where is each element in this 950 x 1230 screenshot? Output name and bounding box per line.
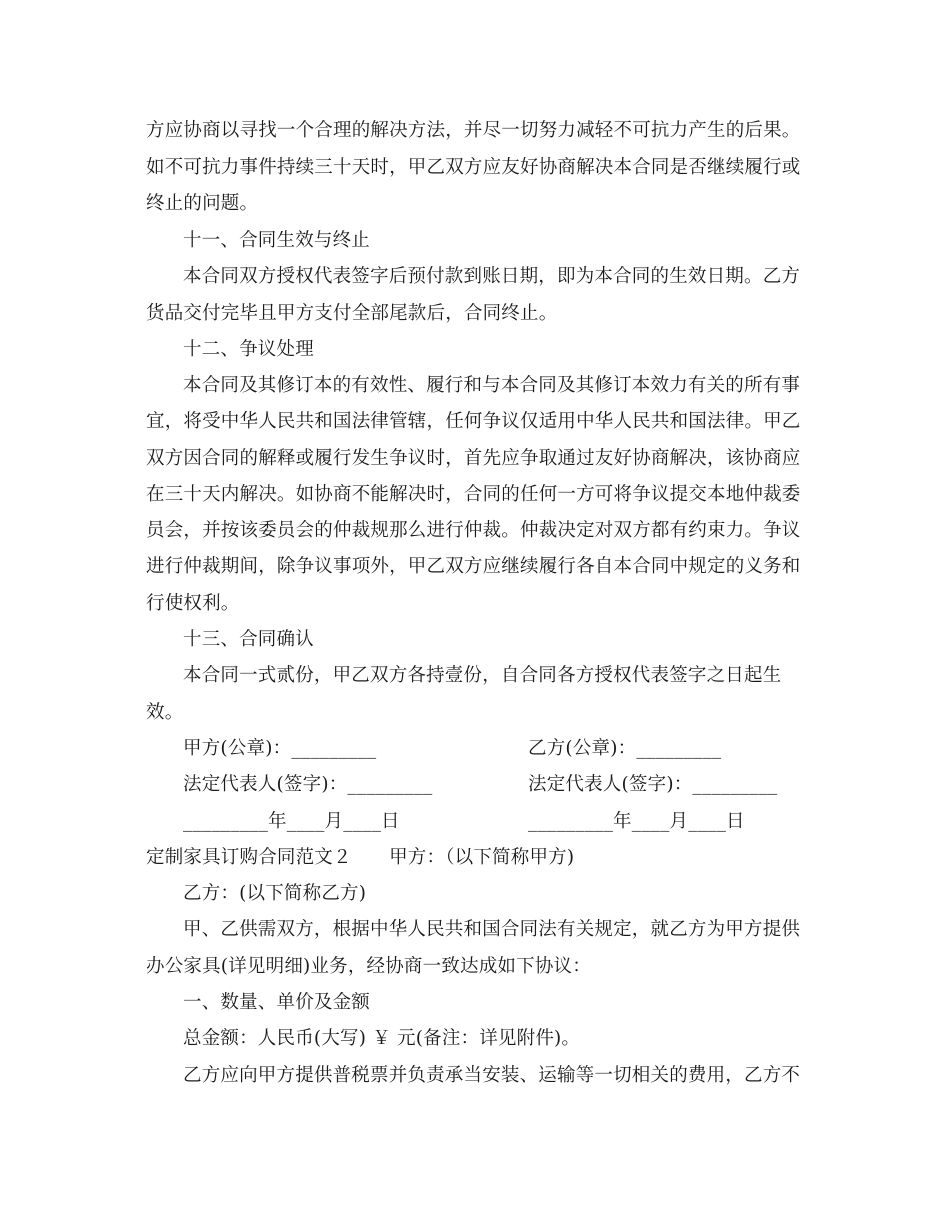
body-text-line: 效。 [146,702,184,723]
party-a-date-field: _________年____月____日 [183,811,400,832]
body-text-line: 双方因合同的解释或履行发生争议时，首先应争取通过友好协商解决，该协商应 [146,448,801,469]
body-text-line: 进行仲裁期间，除争议事项外，甲乙双方应继续履行各自本合同中规定的义务和 [146,556,801,577]
body-text-line: 货品交付完毕且甲方支付全部尾款后，合同终止。 [146,303,558,324]
body-text-line: 甲、乙供需双方，根据中华人民共和国合同法有关规定，就乙方为甲方提供 [183,919,801,940]
party-b-rep-field: 法定代表人(签字)：_________ [528,774,778,795]
body-text-line: 本合同一式贰份，甲乙双方各持壹份，自合同各方授权代表签字之日起生 [183,665,782,686]
body-text-line: 乙方应向甲方提供普税票并负责承当安装、运输等一切相关的费用，乙方不 [183,1065,801,1086]
party-b-seal-field: 乙方(公章)：_________ [528,738,722,759]
party-a-rep-field: 法定代表人(签字)：_________ [183,774,433,795]
body-text-line: 乙方：(以下简称乙方) [183,883,367,904]
body-text-line: 宜，将受中华人民共和国法律管辖，任何争议仅适用中华人民共和国法律。甲乙 [146,411,801,432]
body-text-line: 总金额：人民币(大写) ￥ 元(备注：详见附件)。 [183,1028,581,1049]
party-a-seal-field: 甲方(公章)：_________ [183,738,377,759]
contract-2-title: 定制家具订购合同范文２ 甲方：（以下简称甲方) [146,847,575,868]
section-heading-11: 十一、合同生效与终止 [183,230,371,251]
body-text-line: 方应协商以寻找一个合理的解决方法，并尽一切努力减轻不可抗力产生的后果。 [146,120,801,141]
body-text-line: 本合同双方授权代表签字后预付款到账日期，即为本合同的生效日期。乙方 [183,266,801,287]
body-text-line: 办公家具(详见明细)业务，经协商一致达成如下协议： [146,956,591,977]
section-heading-13: 十三、合同确认 [183,629,314,650]
body-text-line: 行使权利。 [146,593,240,614]
body-text-line: 员会，并按该委员会的仲裁规那么进行仲裁。仲裁决定对双方都有约束力。争议 [146,520,801,541]
section-heading-1: 一、数量、单价及金额 [183,992,371,1013]
body-text-line: 本合同及其修订本的有效性、履行和与本合同及其修订本效力有关的所有事 [183,375,801,396]
party-b-date-field: _________年____月____日 [528,811,745,832]
body-text-line: 在三十天内解决。如协商不能解决时，合同的任何一方可将争议提交本地仲裁委 [146,484,801,505]
body-text-line: 如不可抗力事件持续三十天时，甲乙双方应友好协商解决本合同是否继续履行或 [146,157,801,178]
section-heading-12: 十二、争议处理 [183,339,314,360]
body-text-line: 终止的问题。 [146,193,259,214]
